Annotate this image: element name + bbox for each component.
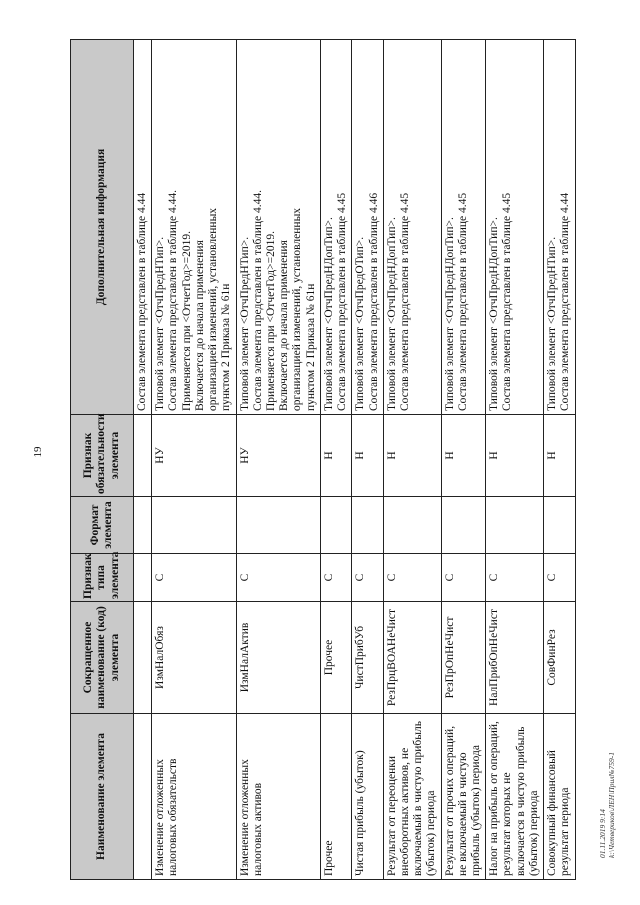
cell-format	[544, 497, 575, 554]
cell-info	[441, 40, 486, 415]
cell-format	[352, 497, 383, 554]
cell-name: Результат от переоценки внеоборотных активов, не включаемый в чистую прибыль (убыток) периода	[383, 714, 441, 880]
info-line: Состав элемента представлен в таблице 4.44	[559, 192, 572, 411]
header-code: Сокращенное наименование (код) элемента	[71, 602, 134, 714]
info-line: Типовой элемент <ОтчПредНДопТип>.	[488, 217, 501, 411]
info-line: Состав элемента представлен в таблице 4.45	[501, 192, 514, 411]
cell-name: Изменение отложенных налоговых активов	[236, 714, 320, 880]
cell-code: ИзмНалОбяз	[152, 602, 236, 714]
cell-format	[383, 497, 441, 554]
info-line: Состав элемента представлен в таблице 4.44.	[167, 189, 180, 411]
info-line: Состав элемента представлен в таблице 4.45	[398, 192, 411, 411]
cell-mandatory: Н	[544, 415, 575, 497]
table-row	[486, 40, 544, 880]
table-header-row	[71, 40, 134, 880]
cell-mandatory: Н	[383, 415, 441, 497]
cell-name: Налог на прибыль от операций, результат которых не включается в чистую прибыль (убыток) периода	[486, 714, 544, 880]
info-line: Включается до начала применения	[193, 240, 206, 411]
table-row	[236, 40, 320, 880]
cell-code: СовФинРез	[544, 602, 575, 714]
cell-format	[441, 497, 486, 554]
cell-info	[320, 40, 351, 415]
cell-info	[486, 40, 544, 415]
info-line: Применяется при <ОтчетГод>=2019.	[180, 231, 193, 411]
info-line: Состав элемента представлен в таблице 4.44.	[251, 189, 264, 411]
cell-name: Изменение отложенных налоговых обязательств	[152, 714, 236, 880]
info-line: Типовой элемент <ОтчПредНДопТип>.	[385, 217, 398, 411]
cell-info	[352, 40, 383, 415]
cell-mandatory: НУ	[236, 415, 320, 497]
table-row	[441, 40, 486, 880]
info-line: Типовой элемент <ОтчПредНТип>.	[154, 236, 167, 411]
cell-format	[320, 497, 351, 554]
table-row	[152, 40, 236, 880]
cell-format	[236, 497, 320, 554]
table-row-top	[134, 40, 152, 880]
cell-mandatory: Н	[352, 415, 383, 497]
cell-format	[486, 497, 544, 554]
cell-code: Прочее	[320, 602, 351, 714]
cell-code: РезПрОпНеЧист	[441, 602, 486, 714]
info-line: Типовой элемент <ОтчПредНДопТип>.	[322, 217, 335, 411]
info-line: Включается до начала применения	[278, 240, 291, 411]
info-line: Типовой элемент <ОтчПредНДопТип>.	[443, 217, 456, 411]
info-line: пунктом 2 Приказа № 61н	[304, 283, 317, 411]
cell-mandatory: Н	[486, 415, 544, 497]
table-row	[352, 40, 383, 880]
cell-mandatory: Н	[441, 415, 486, 497]
info-line: Типовой элемент <ОтчПредОТип>.	[354, 236, 367, 411]
cell-mandatory: Н	[320, 415, 351, 497]
cell-name: Чистая прибыль (убыток)	[352, 714, 383, 880]
cell-type: С	[352, 554, 383, 602]
cell-type: С	[152, 554, 236, 602]
header-mandatory: Признак обязательности элемента	[71, 415, 134, 497]
header-type: Признак типа элемента	[71, 554, 134, 602]
footnote-path: k:\Четвериков\ЛЕН\Прил№759-1	[607, 751, 617, 858]
header-name: Наименование элемента	[71, 714, 134, 880]
footnote-date: 01.11.2019 9:14	[598, 809, 607, 858]
header-format: Формат элемента	[71, 497, 134, 554]
cell-info: Состав элемента представлен в таблице 4.44	[134, 40, 152, 415]
cell-name: Результат от прочих операций, не включаемый в чистую прибыль (убыток) периода	[441, 714, 486, 880]
cell-type: С	[236, 554, 320, 602]
info-line: организацией изменений, установленных	[207, 207, 220, 411]
cell-mandatory	[134, 415, 152, 497]
info-line: пунктом 2 Приказа № 61н	[220, 283, 233, 411]
cell-name: Прочее	[320, 714, 351, 880]
cell-type	[134, 554, 152, 602]
cell-code: ЧистПрибУб	[352, 602, 383, 714]
table-row	[544, 40, 575, 880]
info-line: Типовой элемент <ОтчПредНТип>.	[546, 236, 559, 411]
cell-info	[152, 40, 236, 415]
info-line: Состав элемента представлен в таблице 4.45	[336, 192, 349, 411]
rotated-page-content	[70, 40, 570, 880]
cell-type: С	[320, 554, 351, 602]
cell-format	[152, 497, 236, 554]
info-line: Состав элемента представлен в таблице 4.46	[367, 192, 380, 411]
cell-code: ИзмНалАктив	[236, 602, 320, 714]
page-number: 19	[32, 446, 44, 458]
info-line: организацией изменений, установленных	[291, 207, 304, 411]
cell-format	[134, 497, 152, 554]
cell-name: Совокупный финансовый результат периода	[544, 714, 575, 880]
cell-type: С	[544, 554, 575, 602]
table-row	[320, 40, 351, 880]
info-line: Состав элемента представлен в таблице 4.45	[456, 192, 469, 411]
elements-table	[70, 39, 576, 880]
info-line: Типовой элемент <ОтчПредНТип>.	[238, 236, 251, 411]
cell-info	[383, 40, 441, 415]
header-info: Дополнительная информация	[71, 40, 134, 415]
cell-type: С	[441, 554, 486, 602]
cell-type: С	[486, 554, 544, 602]
info-line: Применяется при <ОтчетГод>=2019.	[264, 231, 277, 411]
cell-code: РезПрцВОАНеЧист	[383, 602, 441, 714]
document-footnote	[598, 752, 617, 858]
cell-info	[236, 40, 320, 415]
cell-code: НалПрибОпНеЧист	[486, 602, 544, 714]
cell-code	[134, 602, 152, 714]
table-body	[134, 40, 576, 880]
cell-name	[134, 714, 152, 880]
cell-type: С	[383, 554, 441, 602]
cell-mandatory: НУ	[152, 415, 236, 497]
table-row	[383, 40, 441, 880]
cell-info	[544, 40, 575, 415]
